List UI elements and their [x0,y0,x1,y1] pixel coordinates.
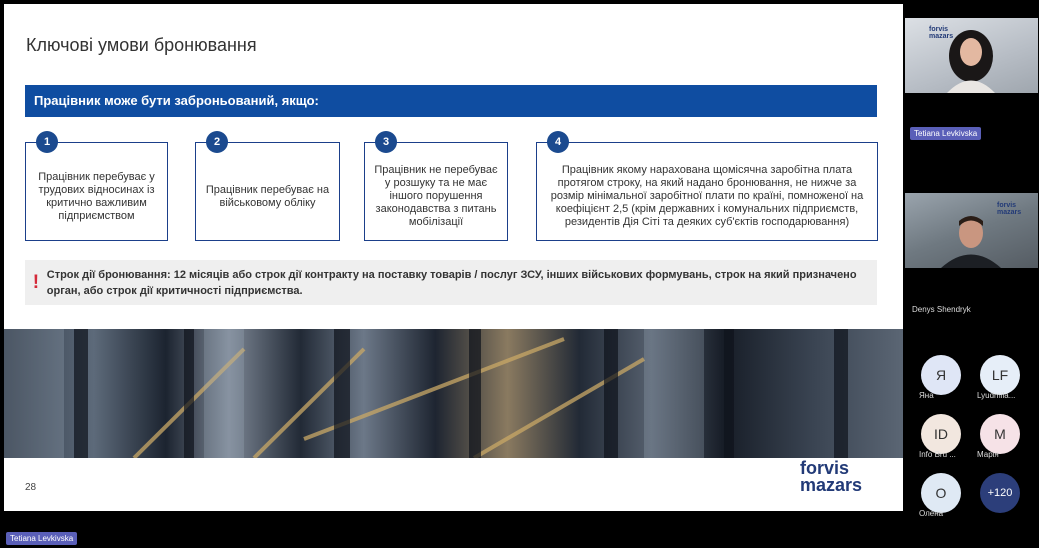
participant-avatar-5[interactable]: O [921,473,961,513]
participant-label-2: Lyudmila... [977,391,1016,400]
participant-label-4: Марія [977,450,999,459]
svg-text:forvis: forvis [929,26,949,33]
more-participants-button[interactable]: +120 [980,473,1020,513]
page-number: 28 [25,482,37,493]
participant-label-1: Яна [919,391,934,400]
condition-box-2 [195,135,340,241]
speaker-2-video-graphic [905,193,1038,268]
validity-note [25,260,877,305]
number-badge-4: 4 [547,131,569,153]
participant-avatar-1[interactable]: Я [921,355,961,395]
logo-word-top: forvis [800,458,850,478]
condition-text-1: Працівник перебуває у трудових відносинах із критично важливим підприємством [38,170,155,222]
number-badge-3: 3 [375,131,397,153]
active-speaker-name: Tetiana Levkivska [6,532,77,545]
svg-text:forvis: forvis [997,202,1017,209]
number-badge-2: 2 [206,131,228,153]
number-badge-1: 1 [36,131,58,153]
video-tile-speaker-1[interactable] [905,18,1038,93]
speaker-1-name: Tetiana Levkivska [910,127,981,140]
condition-text-3: Працівник не перебуває у розшуку та не має іншого порушення законодавства з питань мобілізації [374,164,498,228]
condition-banner: Працівник може бути заброньований, якщо: [25,85,877,117]
exclamation-icon: ! [32,271,40,293]
condition-box-3 [364,135,508,241]
speaker-1-video-graphic [905,18,1038,93]
condition-text-4: Працівник якому нарахована щомісячна заробітна плата протягом строку, на який надано бронювання, не нижче за розмір мінімальної заробітної плати по країні, помноженої на коефіцієнт 2,5 (крім державних і комунальних підприємств, резидентів Дія Сіті та деяких суб'єктів господарювання) [550,164,864,228]
speaker-2-name: Denys Shendryk [912,305,971,314]
participant-avatar-3[interactable]: ID [921,414,961,454]
participant-avatar-4[interactable]: M [980,414,1020,454]
participant-label-5: Олена [919,509,944,518]
building-photo-graphic [4,329,903,458]
building-photo [4,329,903,458]
condition-box-4 [536,135,878,241]
svg-text:mazars: mazars [929,33,954,40]
forvis-mazars-logo [800,460,890,500]
logo-word-bottom: mazars [800,475,863,495]
presentation-slide [4,4,903,511]
participant-avatar-2[interactable]: LF [980,355,1020,395]
condition-box-1 [25,135,168,241]
validity-note-text: Строк дії бронювання: 12 місяців або строк дії контракту на поставку товарів / послуг ЗСУ, інших військових формувань, строк на який призначено орган, або строк дії критичності підприємства. [46,268,857,297]
svg-text:mazars: mazars [997,209,1022,216]
participant-label-3: Info Bru ... [919,450,956,459]
video-tile-speaker-2[interactable] [905,193,1038,268]
condition-text-2: Працівник перебуває на військовому обліку [205,183,330,209]
slide-title: Ключові умови бронювання [26,35,257,55]
